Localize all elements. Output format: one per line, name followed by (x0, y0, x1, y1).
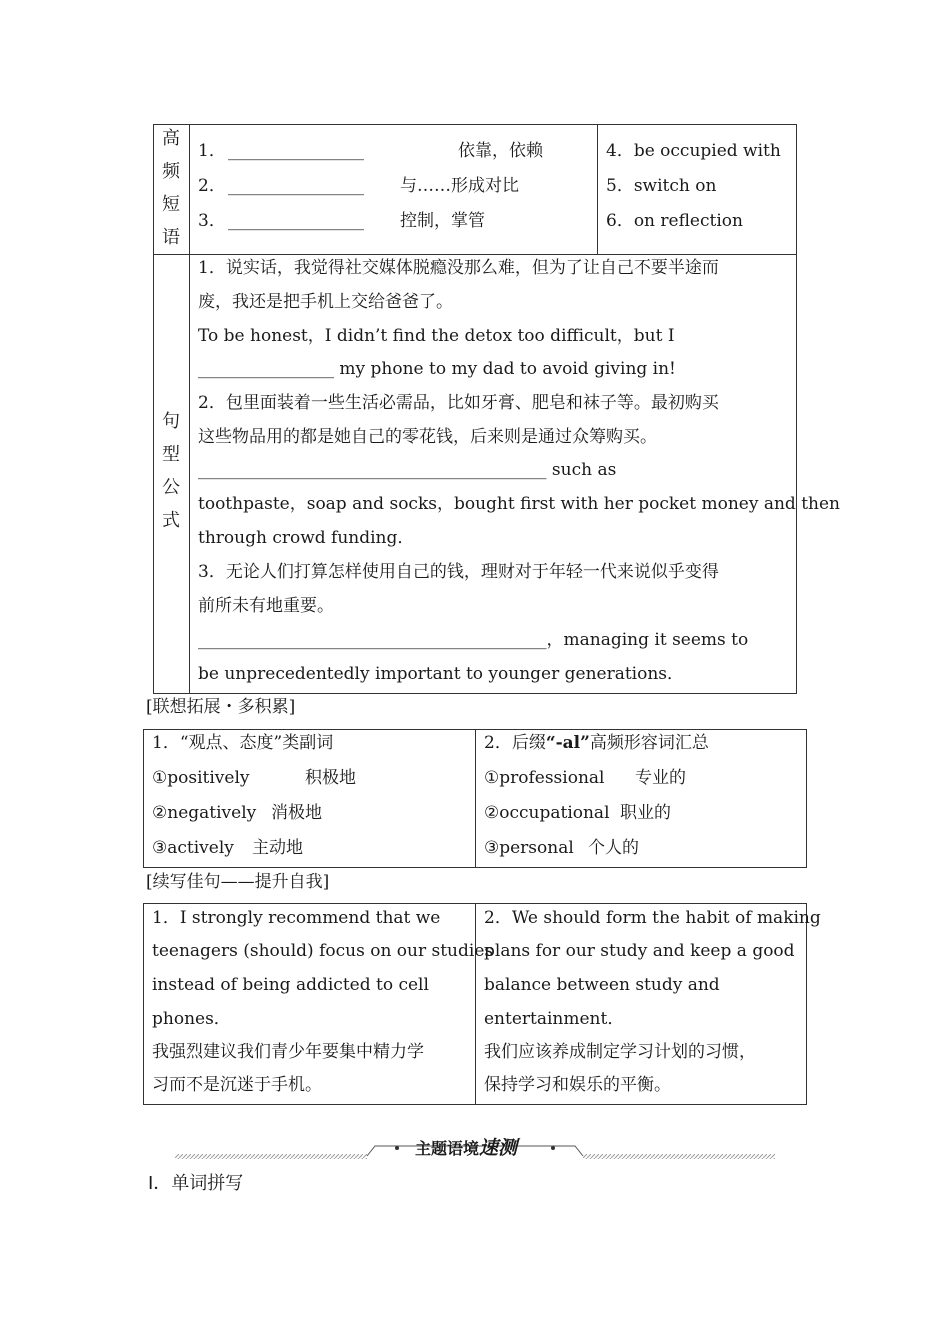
banner-title (415, 1138, 517, 1159)
expansion-meaning: 主动地 (252, 838, 303, 858)
expansion-left-title: 1．“观点、态度”类副词 (152, 733, 334, 753)
phrase-num: 3． (198, 211, 226, 231)
good-sentences-divider (475, 903, 476, 1105)
good-sentence-line: 我强烈建议我们青少年要集中精力学 (152, 1042, 424, 1062)
phrase-right: 6．on reflection (606, 211, 743, 231)
good-sentence-line: 2．We should form the habit of making (484, 908, 821, 928)
good-sentence-line: entertainment． (484, 1009, 625, 1029)
label-char: 频 (162, 161, 180, 182)
section-heading-spelling: Ⅰ．单词拼写 (148, 1173, 244, 1194)
good-sentence-line: balance between study and (484, 975, 720, 995)
banner-text-b: 速测 (479, 1137, 518, 1159)
good-sentence-line: 我们应该养成制定学习计划的习惯， (484, 1042, 756, 1062)
expansion-word: ②negatively (152, 803, 257, 823)
phrase-meaning: 控制，掌管 (400, 211, 485, 231)
good-sentence-line: teenagers (should) focus on our studies (152, 941, 494, 961)
phrase-right: 5．switch on (606, 176, 717, 196)
sentence-line: 前所未有地重要。 (198, 596, 334, 616)
section-heading-continuation: [续写佳句——提升自我] (146, 872, 330, 892)
sentence-line: ________________ my phone to my dad to avoid giving in! (198, 359, 676, 379)
sentence-line: 这些物品用的都是她自己的零花钱，后来则是通过众筹购买。 (198, 427, 657, 447)
good-sentence-line: 习而不是沉迷于手机。 (152, 1075, 322, 1095)
good-sentence-line: 保持学习和娱乐的平衡。 (484, 1075, 671, 1095)
sentence-line: 废，我还是把手机上交给爸爸了。 (198, 292, 453, 312)
phrase-blank[interactable]: ________________ (228, 176, 364, 196)
sentence-line: through crowd funding． (198, 528, 415, 548)
expansion-word: ③personal (484, 838, 574, 858)
quick-test-banner (175, 1138, 775, 1164)
banner-text-a: 主题语境 (415, 1139, 480, 1158)
expansion-word: ②occupational (484, 803, 610, 823)
expansion-right-title (484, 733, 709, 753)
label-char: 高 (162, 128, 180, 149)
sentence-line: 2．包里面装着一些生活必需品，比如牙膏、肥皂和袜子等。最初购买 (198, 393, 719, 413)
table1-col-divider (189, 124, 190, 694)
table1-row-divider (153, 254, 797, 255)
phrase-meaning: 与……形成对比 (400, 176, 519, 196)
expansion-meaning: 专业的 (635, 768, 686, 788)
label-high-frequency-phrases (156, 122, 188, 254)
label-sentence-patterns (156, 405, 188, 537)
phrase-num: 1． (198, 141, 226, 161)
sentence-line: To be honest，I didn’t find the detox too difficult，but I (198, 326, 675, 346)
sentence-line: _________________________________________ such as (198, 460, 617, 480)
expansion-divider (475, 729, 476, 868)
title-pre: 2．后缀 (484, 733, 546, 753)
expansion-meaning: 积极地 (305, 768, 356, 788)
expansion-meaning: 职业的 (620, 803, 671, 823)
table1-phrase-divider (597, 124, 598, 255)
expansion-meaning: 消极地 (271, 803, 322, 823)
sentence-line: toothpaste，soap and socks，bought first with her pocket money and then (198, 494, 841, 514)
label-char: 式 (162, 510, 180, 531)
title-suffix: “-al” (545, 733, 590, 753)
title-post: 高频形容词汇总 (589, 733, 709, 753)
expansion-word: ①positively (152, 768, 250, 788)
sentence-line: be unprecedentedly important to younger generations． (198, 664, 685, 684)
label-char: 句 (162, 411, 180, 432)
good-sentence-line: phones． (152, 1009, 231, 1029)
section-heading-expansion: [联想拓展・多积累] (146, 697, 296, 717)
phrase-right: 4．be occupied with (606, 141, 781, 161)
sentence-line: 1．说实话，我觉得社交媒体脱瘾没那么难，但为了让自己不要半途而 (198, 258, 719, 278)
phrase-blank[interactable]: ________________ (228, 141, 364, 161)
good-sentence-line: instead of being addicted to cell (152, 975, 429, 995)
label-char: 公 (162, 477, 180, 498)
phrase-num: 2． (198, 176, 226, 196)
sentence-line: _________________________________________，managing it seems to (198, 630, 749, 650)
expansion-word: ①professional (484, 768, 605, 788)
good-sentence-line: plans for our study and keep a good (484, 941, 795, 961)
phrase-blank[interactable]: ________________ (228, 211, 364, 231)
label-char: 语 (162, 227, 180, 248)
label-char: 型 (162, 444, 180, 465)
expansion-meaning: 个人的 (588, 838, 639, 858)
phrase-meaning: 依靠，依赖 (458, 141, 543, 161)
label-char: 短 (162, 194, 180, 215)
sentence-line: 3．无论人们打算怎样使用自己的钱，理财对于年轻一代来说似乎变得 (198, 562, 719, 582)
expansion-word: ③actively (152, 838, 234, 858)
good-sentence-line: 1．I strongly recommend that we (152, 908, 441, 928)
